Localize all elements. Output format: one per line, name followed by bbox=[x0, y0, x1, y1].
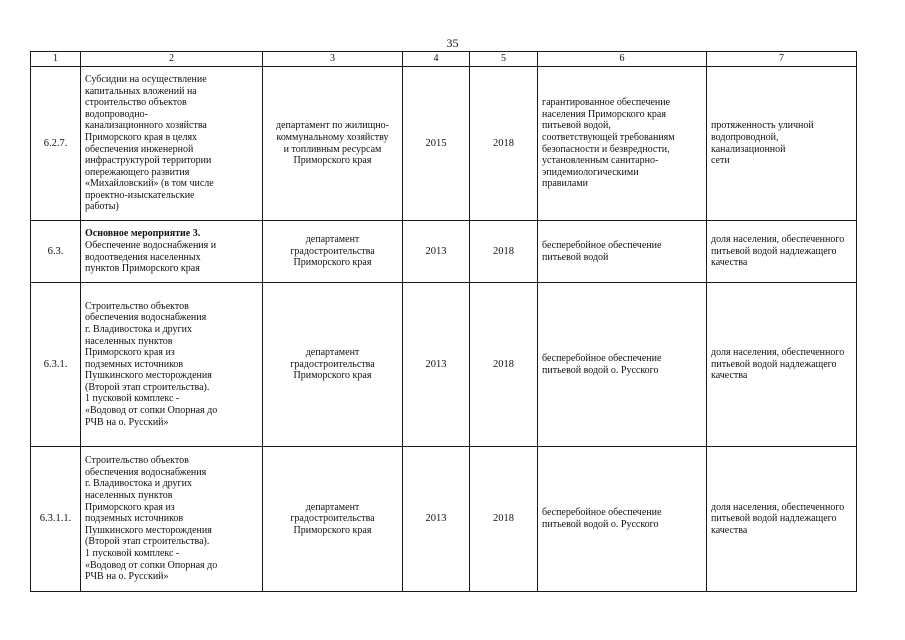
executor-text: департамент по жилищно- коммунальному хозяйству и топливным ресурсам Приморского края bbox=[276, 120, 389, 167]
start-year: 2013 bbox=[403, 447, 470, 592]
measure-name bbox=[81, 283, 263, 447]
end-year: 2018 bbox=[470, 67, 538, 221]
expected-result-text: бесперебойное обеспечение питьевой водой о. Русского bbox=[542, 352, 662, 376]
executor bbox=[263, 447, 403, 592]
column-header: 6 bbox=[538, 52, 707, 67]
column-header: 4 bbox=[403, 52, 470, 67]
column-header: 1 bbox=[31, 52, 81, 67]
measure-name-text: Субсидии на осуществление капитальных вложений на строительство объектов водопроводно- канализационного хозяйства Приморского края в целях обеспечения инженерной инфраструктурой территории опережающего развития «Михайловский» (в том числе проектно-изыскательские работы) bbox=[85, 73, 214, 213]
indicator-text: доля населения, обеспеченного питьевой водой надлежащего качества bbox=[711, 234, 845, 269]
measure-name bbox=[81, 221, 263, 283]
end-year: 2018 bbox=[470, 221, 538, 283]
table-header-row bbox=[31, 52, 857, 67]
end-year: 2018 bbox=[470, 283, 538, 447]
expected-result bbox=[538, 67, 707, 221]
table-row bbox=[31, 283, 857, 447]
expected-result bbox=[538, 221, 707, 283]
column-header: 7 bbox=[707, 52, 857, 67]
executor bbox=[263, 67, 403, 221]
item-number: 6.3.1. bbox=[31, 283, 81, 447]
executor-text: департамент градостроительства Приморского края bbox=[290, 501, 375, 536]
executor bbox=[263, 221, 403, 283]
indicator bbox=[707, 221, 857, 283]
table-row bbox=[31, 67, 857, 221]
start-year: 2015 bbox=[403, 67, 470, 221]
column-header: 3 bbox=[263, 52, 403, 67]
table-row bbox=[31, 221, 857, 283]
expected-result-text: бесперебойное обеспечение питьевой водой о. Русского bbox=[542, 507, 662, 530]
start-year: 2013 bbox=[403, 283, 470, 447]
start-year: 2013 bbox=[403, 221, 470, 283]
expected-result bbox=[538, 447, 707, 592]
item-number: 6.3. bbox=[31, 221, 81, 283]
indicator bbox=[707, 283, 857, 447]
expected-result bbox=[538, 283, 707, 447]
indicator bbox=[707, 67, 857, 221]
measure-name-text: Обеспечение водоснабжения и водоотведения населенных пунктов Приморского края bbox=[85, 239, 217, 275]
expected-result-text: гарантированное обеспечение населения Приморского края питьевой водой, соответствующей требованиям безопасности и безвредности, установленным санитарно- эпидемиологическими правилами bbox=[542, 97, 675, 190]
measure-name-heading: Основное мероприятие 3. bbox=[85, 228, 201, 240]
end-year: 2018 bbox=[470, 447, 538, 592]
executor bbox=[263, 283, 403, 447]
indicator bbox=[707, 447, 857, 592]
measure-name bbox=[81, 447, 263, 592]
item-number: 6.2.7. bbox=[31, 67, 81, 221]
measure-name bbox=[81, 67, 263, 221]
measure-name-text: Строительство объектов обеспечения водоснабжения г. Владивостока и других населенных пунктов Приморского края из подземных источников Пушкинского месторождения (Второй этап строительства). 1 пусковой комплекс - «Водовод от сопки Опорная до РЧВ на о. Русский» bbox=[85, 455, 218, 583]
item-number: 6.3.1.1. bbox=[31, 447, 81, 592]
column-header: 2 bbox=[81, 52, 263, 67]
column-header: 5 bbox=[470, 52, 538, 67]
executor-text: департамент градостроительства Приморского края bbox=[290, 347, 375, 382]
executor-text: департамент градостроительства Приморского края bbox=[290, 234, 375, 269]
table-row bbox=[31, 447, 857, 592]
page-number: 35 bbox=[446, 36, 459, 50]
expected-result-text: бесперебойное обеспечение питьевой водой bbox=[542, 239, 662, 263]
measure-name-text: Строительство объектов обеспечения водоснабжения г. Владивостока и других населенных пунктов Приморского края из подземных источников Пушкинского месторождения (Второй этап строительства). 1 пусковой комплекс - «Водовод от сопки Опорная до РЧВ на о. Русский» bbox=[85, 300, 218, 428]
indicator-text: доля населения, обеспеченного питьевой водой надлежащего качества bbox=[711, 501, 845, 536]
measures-table bbox=[30, 51, 857, 592]
indicator-text: протяженность уличной водопроводной, канализационной сети bbox=[711, 120, 814, 167]
indicator-text: доля населения, обеспеченного питьевой водой надлежащего качества bbox=[711, 347, 845, 382]
